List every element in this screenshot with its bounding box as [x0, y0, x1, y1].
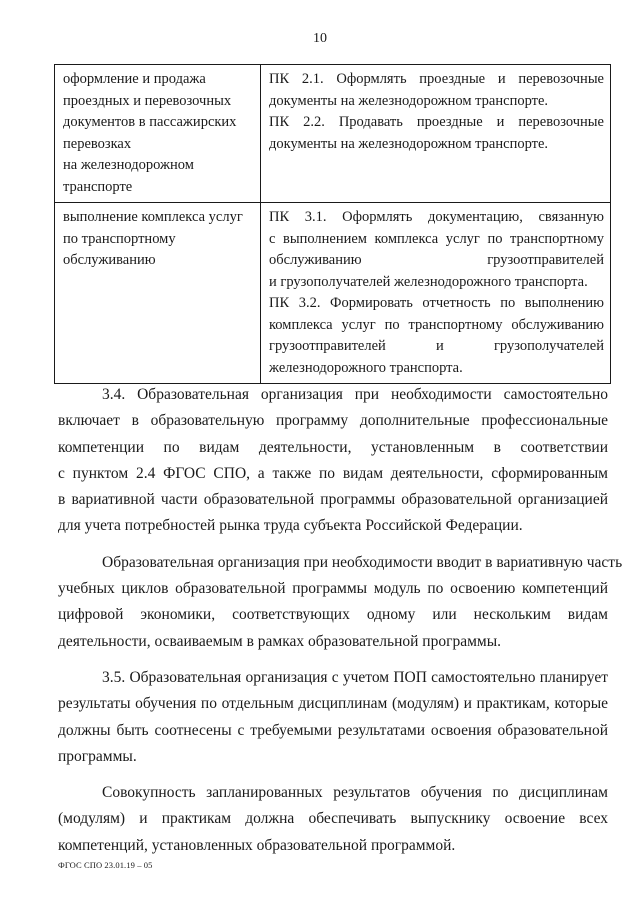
paragraph-line: Образовательная организация при необходимости вводит в вариативную часть	[102, 553, 623, 571]
table-row	[55, 203, 611, 384]
activity-text: обслуживанию	[63, 252, 156, 268]
competency-text: документы на железнодорожном транспорте.	[269, 92, 549, 109]
activity-text: перевозках	[63, 135, 132, 152]
competencies-cell	[261, 65, 611, 203]
footer-document-code: ФГОС СПО 23.01.19 – 05	[58, 860, 153, 870]
activity-text: на железнодорожном	[63, 157, 194, 173]
paragraph-3-5	[58, 665, 608, 770]
paragraph-line: компетенций, установленных образовательной программой.	[58, 836, 456, 854]
activity-text: документов в пассажирских	[63, 114, 237, 130]
activity-text: оформление и продажа	[63, 71, 206, 87]
paragraph-line: с пунктом 2.4 ФГОС СПО, а также по видам деятельности, сформированным	[58, 464, 608, 482]
paragraph-line: должны быть соотнесены с требуемыми результатами освоения образовательной	[58, 721, 608, 739]
paragraph-line: 3.5. Образовательная организация с учетом ПОП самостоятельно планирует	[102, 668, 608, 686]
competency-text: ПК 2.2. Продавать проездные и перевозочные	[269, 114, 604, 130]
paragraph-digital-module	[58, 550, 623, 655]
competency-text: комплекса услуг по транспортному обслуживанию	[269, 316, 604, 333]
competency-text: с выполнением комплекса услуг по транспортному	[269, 230, 604, 247]
paragraph-line: (модулям) и практикам должна обеспечивать выпускнику освоение всех	[58, 810, 608, 828]
paragraph-line: 3.4. Образовательная организация при необходимости самостоятельно	[102, 386, 608, 403]
paragraph-line: Совокупность запланированных результатов обучения по дисциплинам	[102, 784, 608, 802]
competency-text: железнодорожного транспорта.	[269, 359, 463, 376]
activity-cell	[55, 203, 261, 384]
paragraph-line: для учета потребностей рынка труда субъекта Российской Федерации.	[58, 517, 523, 535]
competency-text: ПК 2.1. Оформлять проездные и перевозочные	[269, 71, 604, 87]
activity-text: транспорте	[63, 178, 133, 195]
competency-text: ПК 3.2. Формировать отчетность по выполнению	[269, 295, 604, 311]
paragraph-3-4	[58, 382, 608, 540]
paragraph-line: компетенции по видам деятельности, установленным в соответствии	[58, 438, 608, 456]
paragraph-line: учебных циклов образовательной программы модуль по освоению компетенций	[58, 580, 608, 598]
competency-text: и грузополучателей железнодорожного транспорта.	[269, 273, 588, 290]
paragraph-line: программы.	[58, 747, 137, 765]
paragraph-line: в вариативной части образовательной программы образовательной организацией	[58, 491, 608, 509]
activity-text: проездных и перевозочных	[63, 92, 232, 109]
activity-cell	[55, 65, 261, 203]
competency-text: обслуживанию грузоотправителей	[269, 252, 604, 268]
activity-text: по транспортному	[63, 230, 176, 247]
competency-text: ПК 3.1. Оформлять документацию, связанную	[269, 209, 604, 225]
paragraph-line: цифровой экономики, соответствующих одному или нескольким видам	[58, 606, 608, 624]
activity-text: выполнение комплекса услуг	[63, 209, 243, 225]
competency-text: грузоотправителей и грузополучателей	[269, 338, 604, 354]
competencies-cell	[261, 203, 611, 384]
body-text	[58, 382, 623, 859]
competency-text: документы на железнодорожном транспорте.	[269, 135, 549, 152]
table-row	[55, 65, 611, 203]
paragraph-line: деятельности, осваиваемым в рамках образовательной программы.	[58, 632, 501, 650]
page-number: 10	[313, 31, 327, 46]
competence-table	[54, 64, 611, 384]
paragraph-line: результаты обучения по отдельным дисциплинам (модулям) и практикам, которые	[58, 695, 608, 713]
paragraph-line: включает в образовательную программу дополнительные профессиональные	[58, 412, 608, 430]
paragraph-learning-results	[58, 780, 608, 859]
